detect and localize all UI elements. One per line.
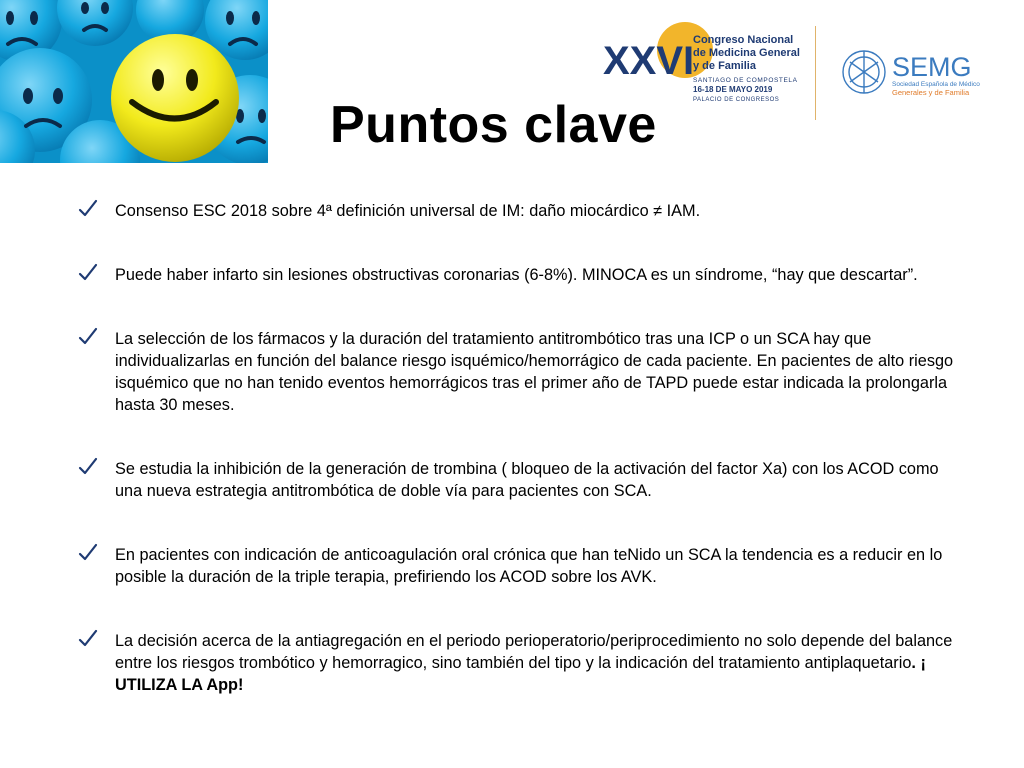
- list-item: [78, 264, 958, 286]
- congress-line-2: de Medicina General: [693, 47, 800, 59]
- list-item: [78, 200, 958, 222]
- smiley-faces-photo: [0, 0, 268, 163]
- list-item: [78, 544, 958, 588]
- congress-city: SANTIAGO DE COMPOSTELA: [693, 77, 798, 84]
- semg-emblem-icon: [843, 51, 885, 93]
- smiley-faces-illustration: [0, 0, 268, 163]
- checkmark-icon: [78, 263, 98, 283]
- semg-line-2: Generales y de Familia: [892, 88, 970, 97]
- list-item-text: Se estudia la inhibición de la generación de trombina ( bloqueo de la activación del factor Xa) con los ACOD como una nueva estrategia antitrombótica de doble vía para pacientes con SCA.: [115, 460, 939, 500]
- logo-divider: [815, 26, 816, 120]
- list-item: [78, 630, 958, 696]
- semg-logo: [840, 44, 980, 104]
- list-item-text: En pacientes con indicación de anticoagulación oral crónica que han teNido un SCA la tendencia es a reducir en lo posible la duración de la triple terapia, prefiriendo los ACOD sobre los AVK.: [115, 546, 943, 586]
- checkmark-icon: [78, 199, 98, 219]
- checkmark-icon: [78, 327, 98, 347]
- congress-venue: PALACIO DE CONGRESOS: [693, 97, 780, 103]
- congress-dates: 16-18 DE MAYO 2019: [693, 85, 773, 94]
- semg-line-1: Sociedad Española de Médicos: [892, 81, 980, 88]
- congress-number: XXVI: [603, 39, 695, 83]
- list-item-text: Puede haber infarto sin lesiones obstructivas coronarias (6-8%). MINOCA es un síndrome, “hay que descartar”.: [115, 266, 918, 284]
- congress-line-1: Congreso Nacional: [693, 34, 794, 46]
- key-points-list: [78, 200, 958, 696]
- list-item: [78, 328, 958, 416]
- list-item-text: Consenso ESC 2018 sobre 4ª definición universal de IM: daño miocárdico ≠ IAM.: [115, 202, 701, 220]
- semg-name: SEMG: [892, 52, 972, 82]
- page-title: Puntos clave: [330, 96, 657, 154]
- semg-logo-graphic: [840, 44, 980, 104]
- list-item-text: La decisión acerca de la antiagregación en el periodo perioperatorio/periprocedimiento no solo depende del balance entre los riesgos trombótico y hemorragico, sino también del tipo y la indicación del tratamiento antiplaquetario: [115, 632, 953, 672]
- app-callout: . ¡ UTILIZA LA App!: [115, 654, 926, 694]
- congress-line-3: y de Familia: [693, 60, 756, 72]
- checkmark-icon: [78, 543, 98, 563]
- list-item: [78, 458, 958, 502]
- checkmark-icon: [78, 629, 98, 649]
- list-item-text: La selección de los fármacos y la duración del tratamiento antitrombótico tras una ICP o un SCA hay que individualizarlas en función del balance riesgo isquémico/hemorrágico de cada paciente. En pacientes de alto riesgo isquémico que no han tenido eventos hemorrágicos tras el primer año de TAPD puede estar indicada la prolongarla hasta 30 meses.: [115, 330, 954, 414]
- checkmark-icon: [78, 457, 98, 477]
